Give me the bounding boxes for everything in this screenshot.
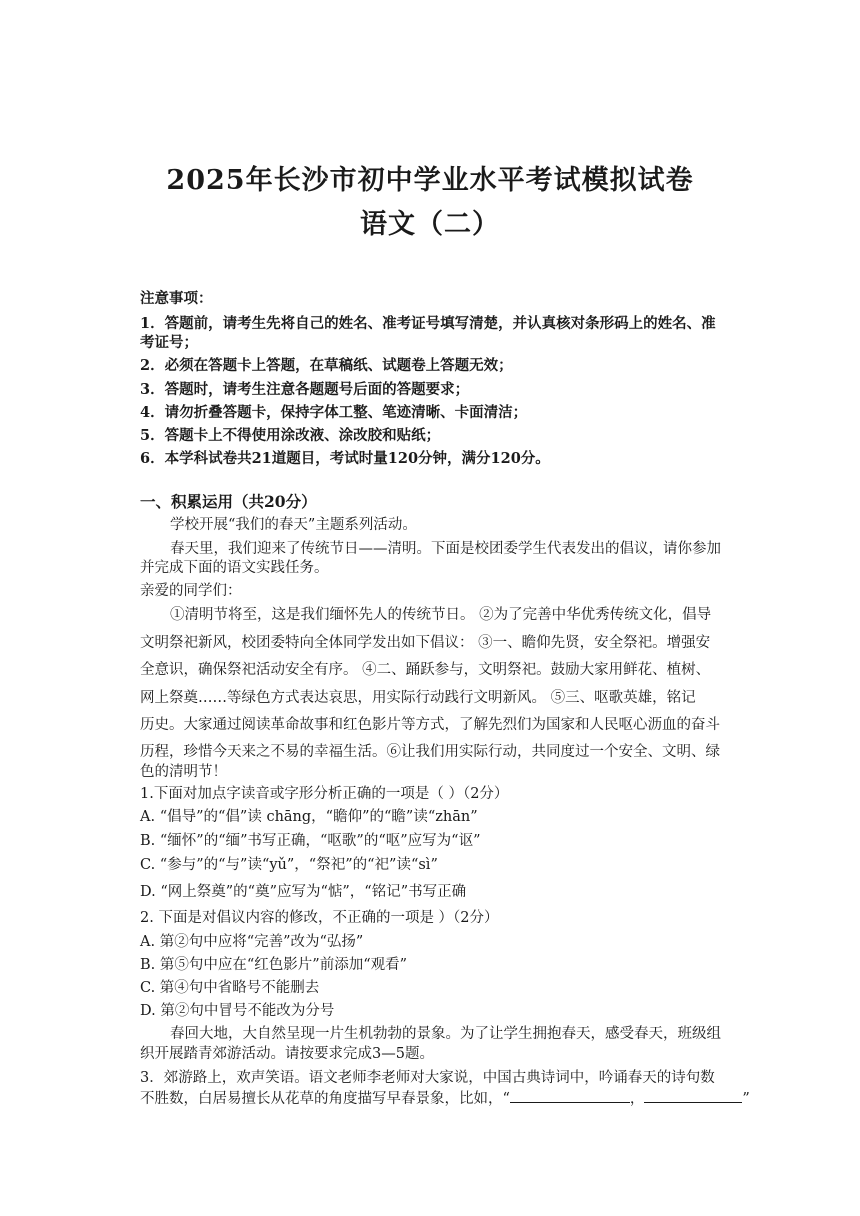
task-intro: 春回大地，大自然呈现一片生机勃勃的景象。为了让学生拥抱春天，感受春天，班级组 <box>170 1026 721 1042</box>
section-intro: 学校开展“我们的春天”主题系列活动。 <box>170 517 417 533</box>
letter-salutation: 亲爱的同学们： <box>140 583 242 599</box>
letter-line: 网上祭奠……等绿色方式表达哀思，用实际行动践行文明新风。 ⑤三、呕歌英雄，铭记 <box>140 690 696 706</box>
question-1-option-c: C. “参与”的“与”读“yǔ”，“祭祀”的“祀”读“sì” <box>140 857 438 873</box>
notice-item: 6．本学科试卷共21道题目，考试时量120分钟，满分120分。 <box>140 450 550 467</box>
question-2-option-a: A. 第②句中应将“完善”改为“弘扬” <box>140 934 364 950</box>
letter-line: ①清明节将至，这是我们缅怀先人的传统节日。 ②为了完善中华优秀传统文化，倡导 <box>170 607 712 623</box>
question-3-stem: 3．郊游路上，欢声笑语。语文老师李老师对大家说，中国古典诗词中，吟诵春天的诗句数 <box>140 1070 715 1086</box>
section-heading: 一、积累运用（共20分） <box>140 492 317 511</box>
letter-line: 全意识，确保祭祀活动安全有序。 ④二、踊跃参与，文明祭祀。鼓励大家用鲜花、植树、 <box>140 662 711 678</box>
answer-blank-1[interactable] <box>510 1088 630 1103</box>
notice-item: 考证号； <box>140 334 198 351</box>
letter-line: 色的清明节！ <box>140 764 227 780</box>
blank-separator: ， <box>629 1091 645 1107</box>
question-2-stem: 2. 下面是对倡议内容的修改，不正确的一项是 ）（2分） <box>140 910 499 926</box>
notice-item: 1．答题前，请考生先将自己的姓名、准考证号填写清楚，并认真核对条形码上的姓名、准 <box>140 315 716 332</box>
quote-close: ” <box>742 1091 750 1107</box>
question-2-option-c: C. 第④句中省略号不能删去 <box>140 980 320 996</box>
question-1-option-d: D. “网上祭奠”的“奠”应写为“惦”，“铭记”书写正确 <box>140 884 467 900</box>
notice-heading: 注意事项： <box>140 290 213 307</box>
section-intro: 并完成下面的语文实践任务。 <box>140 560 329 576</box>
notice-item: 3．答题时，请考生注意各题题号后面的答题要求； <box>140 381 470 398</box>
notice-item: 5．答题卡上不得使用涂改液、涂改胶和贴纸； <box>140 427 441 444</box>
question-2-option-d: D. 第②句中冒号不能改为分号 <box>140 1003 335 1019</box>
notice-item: 2．必须在答题卡上答题，在草稿纸、试题卷上答题无效； <box>140 357 513 374</box>
question-1-option-b: B. “缅怀”的“缅”书写正确，“呕歌”的“呕”应写为“讴” <box>140 833 481 849</box>
section-intro: 春天里，我们迎来了传统节日——清明。下面是校团委学生代表发出的倡议，请你参加 <box>170 541 721 557</box>
question-1-option-a: A. “倡导”的“倡”读 chāng，“瞻仰”的“瞻”读“zhān” <box>140 809 478 825</box>
task-intro: 织开展踏青郊游活动。请按要求完成3—5题。 <box>140 1046 434 1062</box>
exam-subtitle: 语文（二） <box>360 209 500 240</box>
question-1-stem: 1.下面对加点字读音或字形分析正确的一项是（ ）（2分） <box>140 786 509 802</box>
letter-line: 文明祭祀新风，校团委特向全体同学发出如下倡议： ③一、瞻仰先贤，安全祭祀。增强安 <box>140 635 711 651</box>
letter-line: 历程，珍惜今天来之不易的幸福生活。⑥让我们用实际行动，共同度过一个安全、文明、绿 <box>140 744 720 760</box>
question-3-stem-cont <box>140 1088 750 1109</box>
answer-blank-2[interactable] <box>644 1088 742 1103</box>
question-3-text: 不胜数，白居易擅长从花草的角度描写早春景象，比如，“ <box>140 1091 510 1107</box>
letter-line: 历史。大家通过阅读革命故事和红色影片等方式，了解先烈们为国家和人民呕心沥血的奋斗 <box>140 717 720 733</box>
notice-item: 4．请勿折叠答题卡，保持字体工整、笔迹清晰、卡面清洁； <box>140 404 528 421</box>
exam-title: 2025年长沙市初中学业水平考试模拟试卷 <box>166 165 694 196</box>
question-2-option-b: B. 第⑤句中应在“红色影片”前添加“观看” <box>140 957 408 973</box>
